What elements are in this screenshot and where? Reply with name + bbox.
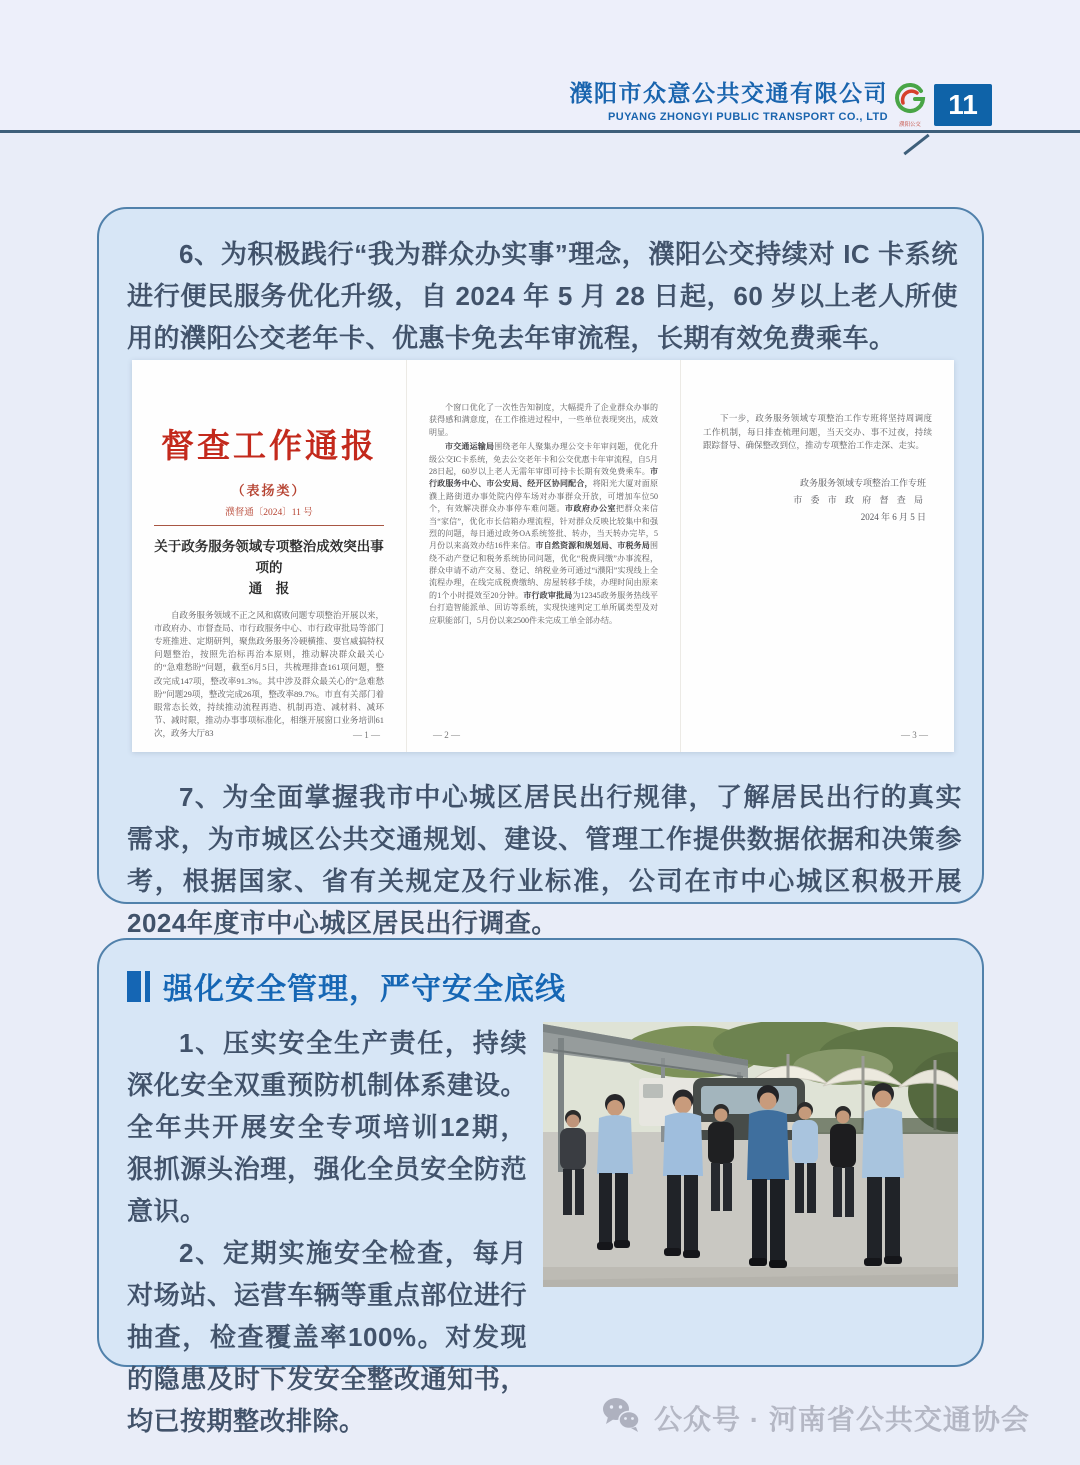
doc-page-3 — [680, 360, 954, 752]
paragraph-6: 6、为积极践行“我为群众办实事”理念，濮阳公交持续对 IC 卡系统进行便民服务优化升级，自 2024 年 5 月 28 日起，60 岁以上老人所使用的濮阳公交老年卡、优惠卡免去年审流程，长期有效免费乘车。 — [127, 239, 958, 353]
section-heading-row — [127, 964, 958, 1008]
doc-signature-date: 2024 年 6 月 5 日 — [860, 511, 926, 522]
company-logo-caption: 濮阳公交 — [899, 122, 921, 128]
news-card-ic-card — [97, 207, 984, 938]
doc-page3-body: 下一步，政务服务领域专项整治工作专班将坚持周调度工作机制，每日排查梳理问题，当天交办、事不过夜，持续跟踪督导、确保整改到位，推动专项整治工作走深、走实。 — [703, 413, 932, 451]
doc-heading-line2: 通 报 — [248, 580, 290, 596]
doc-signature-unit1: 政务服务领域专项整治工作专班 — [799, 477, 926, 488]
safety-text-column — [127, 1022, 527, 1442]
header-divider-slash — [903, 134, 929, 155]
doc-heading-line1: 关于政务服务领域专项整治成效突出事项的 — [154, 539, 384, 575]
header-divider — [0, 130, 1080, 133]
safety-paragraph-2: 2、定期实施安全检查，每月对场站、运营车辆等重点部位进行抽查，检查覆盖率100%。对发现的隐患及时下发安全整改通知书，均已按期整改排除。 — [127, 1238, 528, 1436]
doc-red-divider — [154, 525, 384, 526]
doc-heading — [154, 537, 384, 600]
doc-page2-para1: 个窗口优化了一次性告知制度，大幅提升了企业群众办事的获得感和满意度，在工作推进过程中，一些单位表现突出，成效明显。 — [429, 403, 658, 437]
page-number-badge: 11 — [934, 84, 992, 126]
doc-title: 督查工作通报 — [161, 429, 377, 465]
doc-page-2 — [406, 360, 680, 752]
section-marker-icon — [127, 971, 150, 1002]
doc-page-1 — [132, 360, 406, 752]
company-name-block — [570, 80, 889, 123]
doc-page3-number: — 3 — — [901, 730, 928, 740]
doc-page1-number: — 1 — — [353, 730, 380, 740]
doc-subtitle: （表扬类） — [231, 483, 307, 498]
doc-signature-unit2: 市 委 市 政 府 督 查 局 — [793, 494, 926, 505]
inspection-photo — [543, 1022, 958, 1287]
person — [597, 1094, 633, 1250]
section-title: 强化安全管理，严守安全底线 — [163, 973, 566, 1006]
doc-page2-para2: 市交通运输局围绕老年人聚集办理公交卡年审问题，优化升级公交IC卡系统，免去公交老年卡和公交优惠卡年审流程，自5月28日起，60岁以上老人无需年审即可持卡长期有效免费乘车。市行政服务中心、市公安局、经开区协同配合，将阳光大厦对面原濮上路街道办事处院内停车场对办事群众开放，可增加车位50个，有效解决群众办事停车难问题。市政府办公室把群众来信当“家信”，优化市长信箱办理流程，针对群众反映比较集中和强烈的问题，每日通过政务OA系统签批、转办，当天转办完毕，5月份以来高效办结16件来信。市自然资源和规划局、市税务局围绕不动产登记和税务系统协同问题，优化“税费同缴”办事流程，群众申请不动产交易、登记、纳税业务可通过“i濮阳”实现线上全流程办理，在线完成税费缴纳、房屋转移手续，办理时间由原来的1个小时提效至20分钟。市行政审批局为12345政务服务热线平台打造智能派单、回访等系统，实现快速判定工单所属类型及对应职能部门，5月份以来2500件未完成工单全部办结。 — [429, 442, 659, 625]
doc-page2-number: — 2 — — [433, 730, 460, 740]
doc-signature-block — [703, 475, 932, 526]
doc-number: 濮督通〔2024〕11 号 — [225, 508, 313, 518]
wechat-icon — [600, 1396, 642, 1439]
paragraph-7: 7、为全面掌握我市中心城区居民出行规律，了解居民出行的真实需求，为市城区公共交通规划、建设、管理工作提供数据依据和决策参考，根据国家、省有关规定及行业标准，公司在市中心城区积极开展2024年度市中心城区居民出行调查。 — [127, 782, 962, 938]
document-scan — [132, 360, 954, 752]
safety-content — [127, 1022, 958, 1442]
footer-watermark — [600, 1396, 1030, 1439]
company-name-cn: 濮阳市众意公共交通有限公司 — [569, 80, 888, 106]
footer-watermark-text: 公众号 · 河南省公共交通协会 — [654, 1403, 1030, 1435]
company-name-en: PUYANG ZHONGYI PUBLIC TRANSPORT CO., LTD — [607, 110, 888, 123]
company-logo — [890, 82, 930, 128]
company-logo-icon — [893, 103, 927, 120]
safety-paragraph-1: 1、压实安全生产责任，持续深化安全双重预防机制体系建设。全年共开展安全专项培训12期，狠抓源头治理，强化全员安全防范意识。 — [127, 1028, 528, 1226]
doc-page1-body: 自政务服务领域不正之风和腐败问题专项整治开展以来，市政府办、市督查局、市行政服务中心、市行政审批局等部门专班推进、定期研判，聚焦政务服务冷硬横推、耍官威搞特权问题整治，按照先治标再治本原则，推动解决群众最关心的“急难愁盼”问题，截至6月5日，共梳理排查161项问题，整改完成147项，整改率91.3%。其中涉及群众最关心的“急难愁盼”问题29项，整改完成26项，整改率89.7%。市直有关部门着眼常态长效，持续推动流程再造、机制再造、减材料、减环节、减时限，推动办事事项标准化，相继开展窗口业务培训61次，政务大厅83 — [154, 609, 384, 739]
